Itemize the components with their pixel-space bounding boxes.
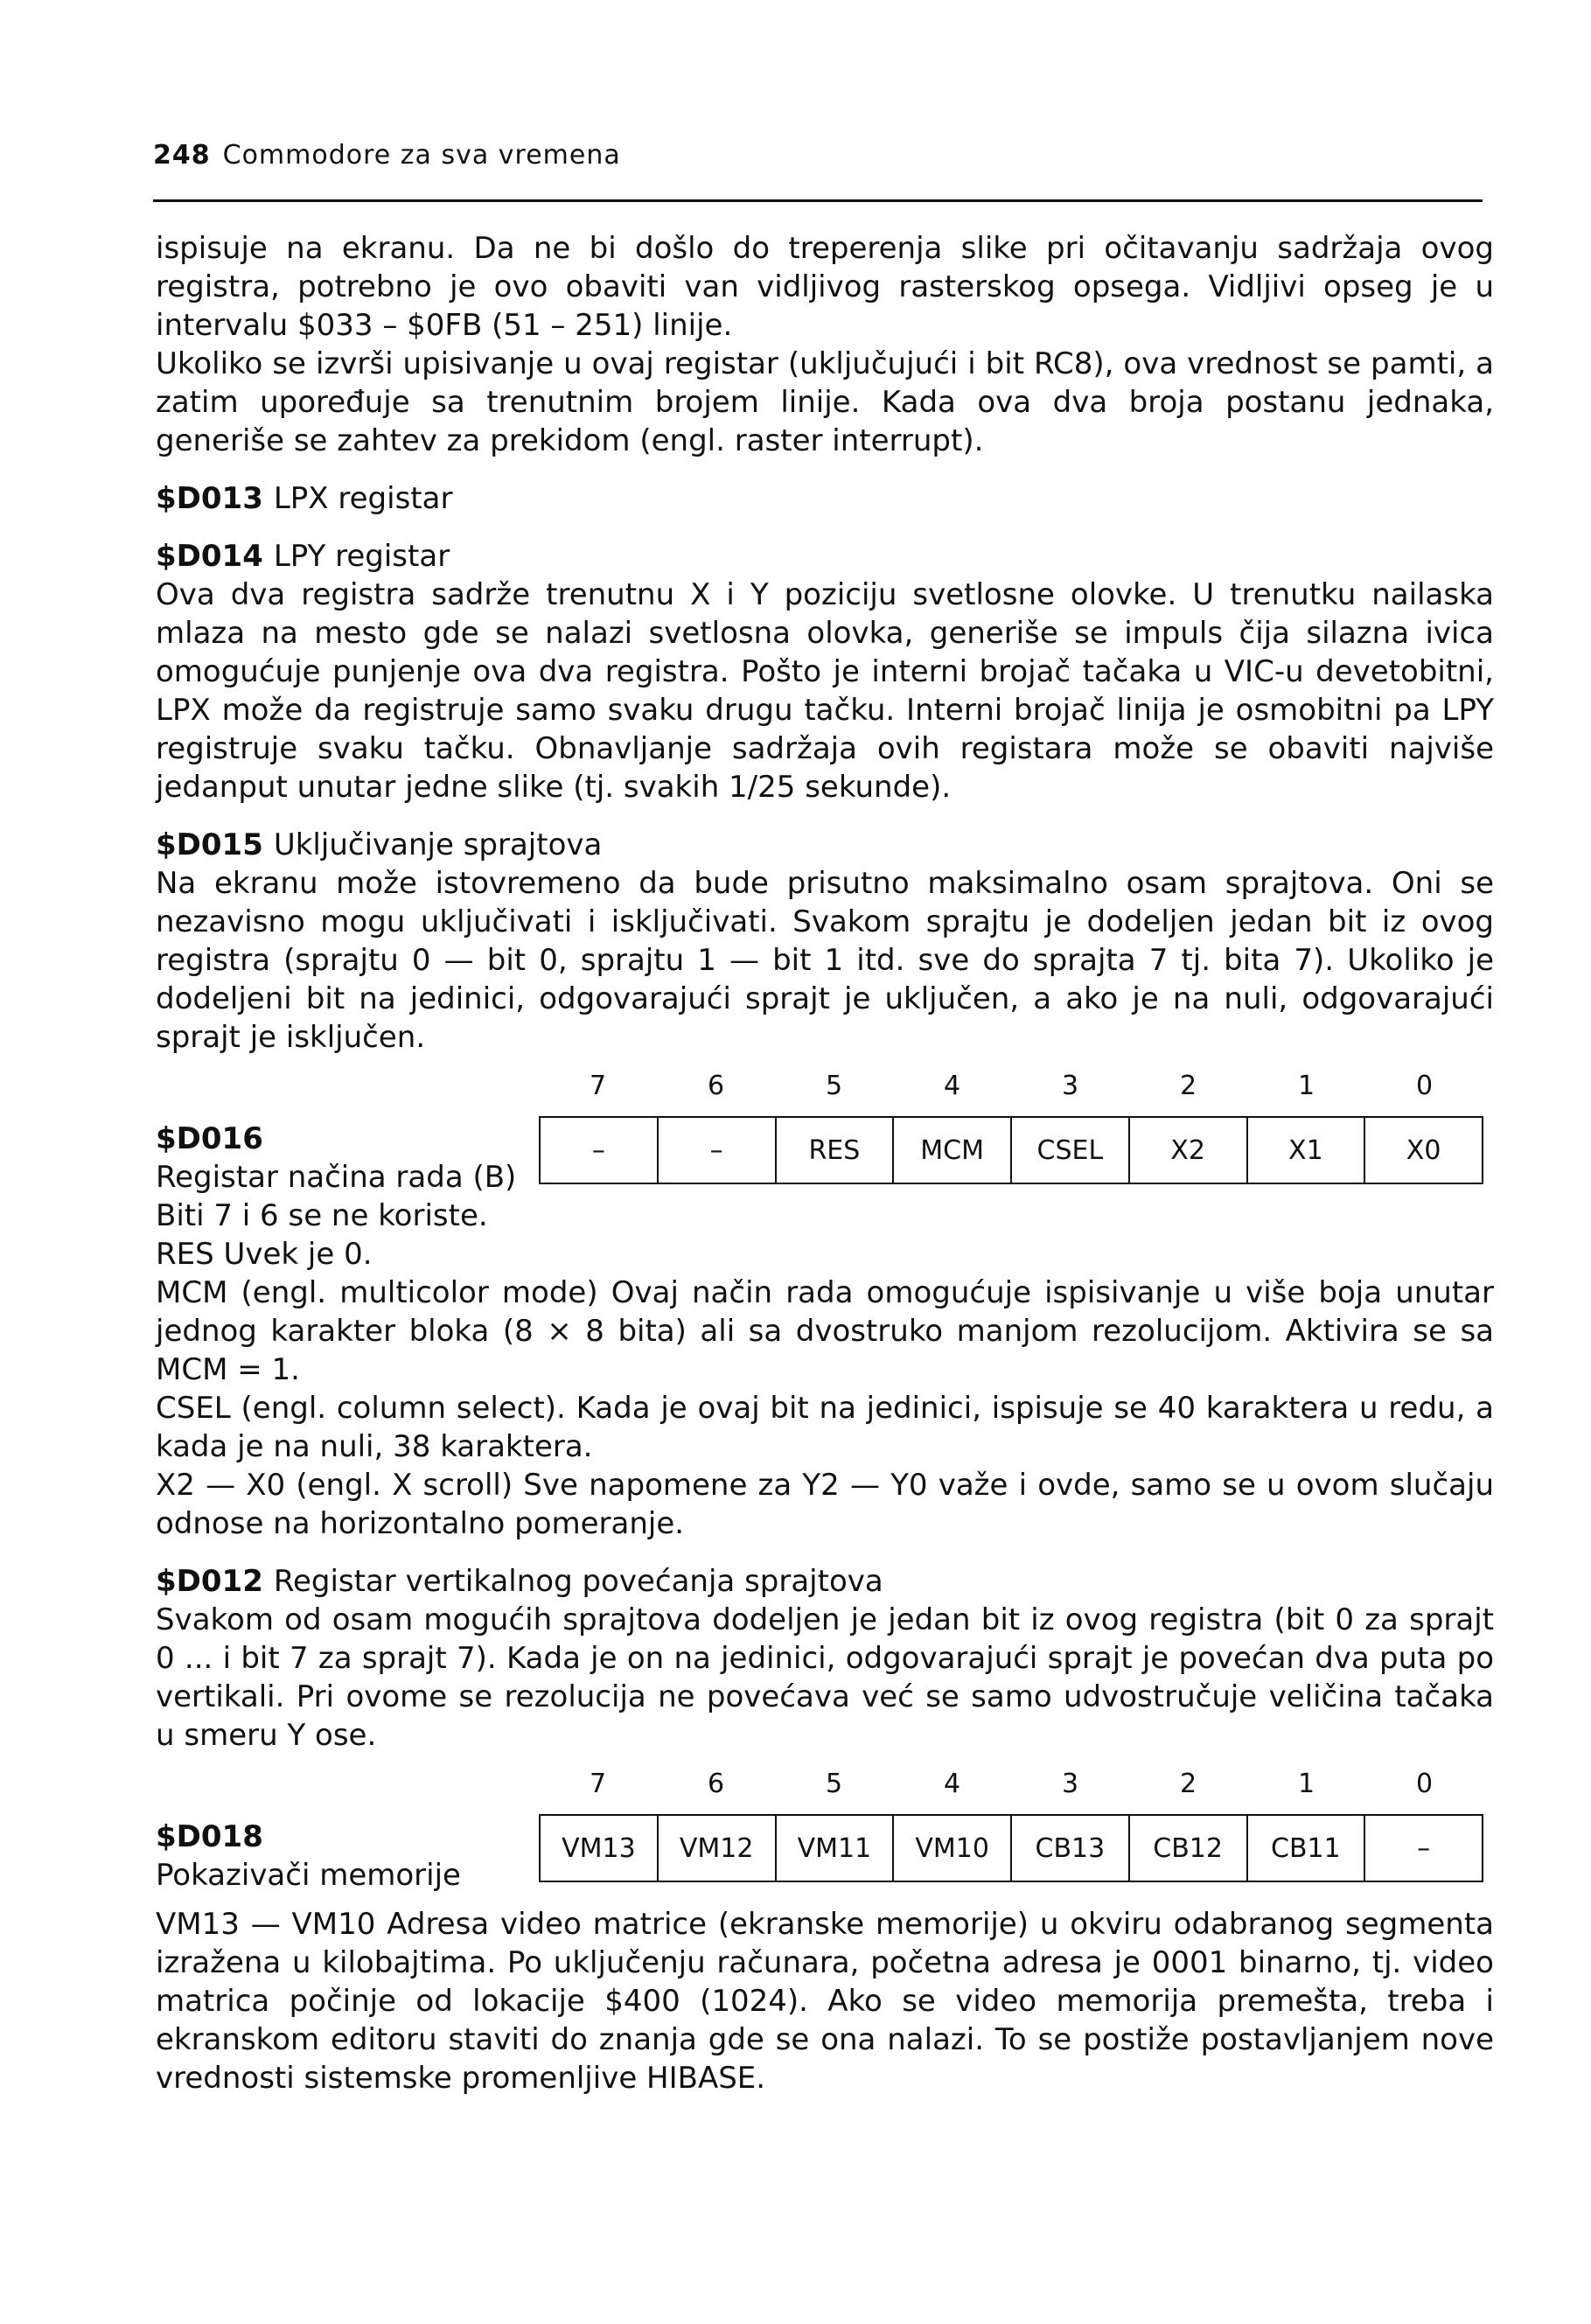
bit-field-table [539, 1814, 1483, 1882]
bit-cell: X2 [1130, 1118, 1248, 1183]
bit-number-row [539, 1765, 1483, 1804]
bit-number: 0 [1415, 1071, 1434, 1101]
bit-cell: – [1417, 1832, 1431, 1864]
book-title: Commodore za sva vremena [222, 140, 621, 171]
bit-number: 5 [825, 1769, 843, 1799]
bit-cell: CSEL [1012, 1118, 1130, 1183]
bit-note: RES Uvek je 0. [156, 1237, 373, 1272]
bit-cell: VM11 [777, 1816, 895, 1881]
bit-cell: RES [777, 1118, 895, 1183]
header-rule [153, 199, 1483, 202]
register-title: Registar vertikalnog povećanja sprajtova [273, 1564, 883, 1599]
bit-cell: CB13 [1012, 1816, 1130, 1881]
register-diagram-d016 [156, 1067, 1494, 1197]
bit-cell: VM10 [894, 1816, 1012, 1881]
register-label [156, 1818, 461, 1895]
page-number: 248 [153, 140, 211, 171]
bit-number: 7 [589, 1071, 607, 1101]
bit-cell: VM13 [541, 1816, 659, 1881]
running-header [153, 140, 621, 171]
section-heading-d012 [156, 1562, 1494, 1601]
bit-cell: – [541, 1118, 659, 1183]
register-code: $D016 [156, 1121, 263, 1156]
section-body-d014: Ova dva registra sadrže trenutnu X i Y poziciju svetlosne olovke. U trenutku nailaska mlaza na mesto gde se nalazi svetlosna olovka, generiše se impuls čija silazna ivica omogućuje punjenje ova dva registra. Pošto je interni brojač tačaka u VIC-u devetobitni, LPX može da registruje samo svaku drugu tačku. Interni brojač linija je osmobitni pa LPY registruje svaku tačku. Obnavljanje sadržaja ovih registara može se obaviti najviše jedanput unutar jedne slike (tj. svakih 1/25 sekunde). [156, 577, 1494, 805]
bit-note: MCM (engl. multicolor mode) Ovaj način rada omogućuje ispisivanje u više boja unutar jednog karakter bloka (8 × 8 bita) ali sa dvostruko manjom rezolucijom. Aktivira se sa MCM = 1. [156, 1275, 1494, 1387]
section-body-d012: Svakom od osam mogućih sprajtova dodeljen je jedan bit iz ovog registra (bit 0 za sprajt 0 ... i bit 7 za sprajt 7). Kada je on na jedinici, odgovarajući sprajt je povećan dva puta po vertikali. Pri ovome se rezolucija ne povećava već se samo udvostručuje veličina tačaka u smeru Y ose. [156, 1602, 1494, 1753]
bit-number: 3 [1061, 1769, 1079, 1799]
intro-paragraph-2: Ukoliko se izvrši upisivanje u ovaj registar (uključujući i bit RC8), ova vrednost se pamti, a zatim upoređuje sa trenutnim brojem linije. Kada ova dva broja postanu jednaka, generiše se zahtev za prekidom (engl. raster interrupt). [156, 346, 1494, 458]
register-code: $D013 [156, 481, 263, 516]
bit-cell: CB11 [1248, 1816, 1366, 1881]
section-heading-d013 [156, 479, 1494, 518]
bit-number: 1 [1297, 1071, 1315, 1101]
bit-cell: X0 [1406, 1134, 1441, 1166]
bit-number: 4 [943, 1769, 961, 1799]
register-code: $D012 [156, 1564, 263, 1599]
register-title: LPX registar [273, 481, 453, 516]
bit-note: X2 — X0 (engl. X scroll) Sve napomene za Y2 — Y0 važe i ovde, samo se u ovom slučaju odnose na horizontalno pomeranje. [156, 1468, 1494, 1541]
bit-cell: MCM [894, 1118, 1012, 1183]
bit-cell: VM12 [659, 1816, 777, 1881]
bit-number: 7 [589, 1769, 607, 1799]
bit-number-row [539, 1067, 1483, 1106]
section-body-d015: Na ekranu može istovremeno da bude prisutno maksimalno osam sprajtova. Oni se nezavisno mogu uključivati i isključivati. Svakom sprajtu je dodeljen jedan bit iz ovog registra (sprajtu 0 — bit 0, sprajtu 1 — bit 1 itd. sve do sprajta 7 tj. bita 7). Ukoliko je dodeljeni bit na jedinici, odgovarajući sprajt je uključen, a ako je na nuli, odgovarajući sprajt je isključen. [156, 866, 1494, 1055]
bit-note: CSEL (engl. column select). Kada je ovaj bit na jedinici, ispisuje se 40 karaktera u redu, a kada je na nuli, 38 karaktera. [156, 1391, 1494, 1464]
bit-number: 5 [825, 1071, 843, 1101]
bit-number: 1 [1297, 1769, 1315, 1799]
bit-number: 6 [707, 1769, 725, 1799]
bit-cell: – [659, 1118, 777, 1183]
intro-paragraph-1: ispisuje na ekranu. Da ne bi došlo do treperenja slike pri očitavanju sadržaja ovog registra, potrebno je ovo obaviti van vidljivog rasterskog opsega. Vidljivi opseg je u intervalu $033 – $0FB (51 – 251) linije. [156, 231, 1494, 343]
register-label [156, 1120, 516, 1197]
section-heading-d014 [156, 537, 1494, 576]
bit-cell: CB12 [1130, 1816, 1248, 1881]
bit-number: 0 [1415, 1769, 1434, 1799]
bit-cell: X1 [1248, 1118, 1366, 1183]
bit-note: Biti 7 i 6 se ne koriste. [156, 1198, 488, 1233]
section-heading-d015 [156, 826, 1494, 864]
register-name: Registar načina rada (B) [156, 1160, 517, 1195]
bit-number: 2 [1179, 1769, 1197, 1799]
register-title: Uključivanje sprajtova [273, 827, 603, 862]
bit-number: 4 [943, 1071, 961, 1101]
page-content [156, 229, 1494, 2097]
register-code: $D014 [156, 539, 263, 574]
bit-number: 3 [1061, 1071, 1079, 1101]
register-code: $D015 [156, 827, 263, 862]
section-body-d018: VM13 — VM10 Adresa video matrice (ekranske memorije) u okviru odabranog segmenta izražena u kilobajtima. Po uključenju računara, početna adresa je 0001 binarno, tj. video matrica počinje od lokacije $400 (1024). Ako se video memorija premešta, treba i ekranskom editoru staviti do znanja gde se ona nalazi. To se postiže postavljanjem nove vrednosti sistemske promenljive HIBASE. [156, 1907, 1494, 2096]
bit-number: 6 [707, 1071, 725, 1101]
bit-field-table [539, 1116, 1483, 1184]
register-title: LPY registar [273, 539, 450, 574]
register-diagram-d018 [156, 1765, 1494, 1895]
register-name: Pokazivači memorije [156, 1858, 461, 1893]
register-code: $D018 [156, 1819, 263, 1854]
bit-number: 2 [1179, 1071, 1197, 1101]
